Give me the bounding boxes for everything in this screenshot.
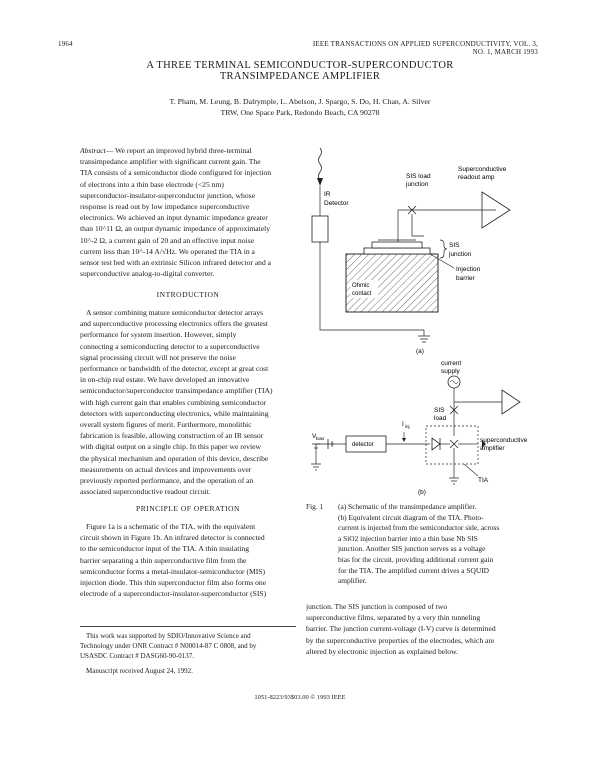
- affiliation: TRW, One Space Park, Redondo Beach, CA 90278: [220, 108, 380, 117]
- body-line: measurements on actual devices and improvements over: [80, 464, 252, 474]
- body-line: connecting a semiconducting detector to a superconductive: [80, 341, 260, 351]
- figure-1a-schematic: [312, 148, 510, 355]
- footer-copyright: 1051-8223/93$03.00 © 1993 IEEE: [254, 694, 346, 701]
- body-line: circuit shown in Figure 1b. An infrared detector is connected: [80, 533, 265, 543]
- body-line: performance for system insertion. However, simply: [80, 330, 237, 340]
- ir-arrowhead: [317, 178, 323, 186]
- label-iinj-sub: inj: [405, 424, 410, 429]
- caption-line: (a) Schematic of the transimpedance amplifier.: [338, 502, 477, 511]
- paper-title-line2: TRANSIMPEDANCE AMPLIFIER: [219, 71, 381, 82]
- label-panel-a: (a): [416, 348, 424, 355]
- abstract: [80, 145, 296, 279]
- sis-load-wire: [398, 210, 496, 242]
- paper-title-line1: A THREE TERMINAL SEMICONDUCTOR-SUPERCONDUCTOR: [146, 60, 454, 71]
- body-line: altered by electronic injection as explained below.: [306, 646, 458, 656]
- caption-line: (b) Equivalent circuit diagram of the TIA. Photo-: [338, 512, 484, 522]
- principle-body: [80, 521, 296, 599]
- ground-symbol-b2: [449, 476, 459, 484]
- caption-line: junction. Another SIS junction serves as a voltage: [338, 544, 486, 554]
- abstract-line: than 10^11 Ω, an output dynamic impedance of approximately: [80, 224, 271, 234]
- footnote: [80, 631, 296, 676]
- abstract-line: electronics. We achieved an input dynamic impedance greater: [80, 213, 268, 223]
- label-panel-b: (b): [418, 489, 426, 496]
- abstract-line: superconductive analog-to-digital converter.: [80, 269, 215, 279]
- caption-line: current is injected from the semiconductor side, across: [338, 523, 500, 533]
- label-sis-load: SIS load: [406, 173, 431, 180]
- body-line: by the superconductive properties of the electrodes, which are: [306, 635, 495, 645]
- body-line: previously reported performance, and the operation of an: [80, 476, 254, 486]
- ir-detector-box: [312, 216, 328, 242]
- body-line: overall system figures of merit. Furthermore, monolithic: [80, 420, 252, 430]
- figure-caption: [338, 502, 544, 587]
- right-column-text: [306, 601, 542, 657]
- body-line: junction. The SIS junction is composed of two: [306, 602, 448, 611]
- body-line: Figure 1a is a schematic of the TIA, with the equivalent: [86, 522, 256, 531]
- body-line: the physical mechanism and operation of this device, describe: [80, 453, 269, 463]
- label-ir: IR: [324, 191, 331, 198]
- manuscript-received: Manuscript received August 24, 1992.: [86, 667, 193, 675]
- label-superconductive-b: superconductive: [480, 437, 528, 444]
- label-vbias: V: [312, 433, 317, 440]
- injection-diode: [432, 438, 440, 450]
- body-line: signal processing circuit will not preserve the noise: [80, 352, 236, 362]
- body-line: A sensor combining mature semiconductor detector arrays: [86, 308, 264, 317]
- footnote-rule: [80, 626, 296, 627]
- body-line: detectors with superconducting electronics, while maintaining: [80, 408, 269, 418]
- sis-bottom-layer: [364, 248, 430, 254]
- abstract-line: superconductor-insulator-superconductor junction, whose: [80, 190, 255, 200]
- label-supply: supply: [441, 368, 460, 375]
- tia-dashed-box: [426, 426, 478, 464]
- page-number: 1964: [58, 40, 73, 48]
- sis-junction-b: [450, 440, 458, 448]
- footnote-line: USASDC Contract # DASG60-90-0137.: [80, 652, 194, 660]
- body-line: associated superconductive readout circuit.: [80, 487, 211, 497]
- abstract-line: response is read out by low impedance superconductive: [80, 202, 250, 212]
- abstract-line: Abstract— We report an improved hybrid three-terminal: [80, 146, 252, 155]
- body-line: and superconductive processing electronics offers the greatest: [80, 319, 268, 329]
- label-junction: junction: [406, 181, 429, 188]
- caption-line: for the TIA. The amplified current drives a SQUID: [338, 565, 489, 575]
- figure-1: [306, 140, 541, 500]
- introduction-body: [80, 307, 296, 497]
- label-load-b: load: [434, 415, 447, 422]
- body-line: performance or bandwidth of the detector, except at great cost: [80, 364, 269, 374]
- body-line: to the semiconductor input of the TIA. A thin insulating: [80, 544, 250, 554]
- body-line: barrier. The junction current-voltage (I-V) curve is determined: [306, 624, 496, 634]
- label-ohmic: Ohmic: [352, 283, 370, 289]
- caption-line: amplifier.: [338, 576, 367, 586]
- abstract-line: sensor test bed with an extrinsic Silicon infrared detector and a: [80, 258, 272, 268]
- abstract-line: current less than 10^-14 A/√Hz. We operated the TIA in a: [80, 246, 255, 256]
- body-line: in on-chip real estate. We have developed an innovative: [80, 375, 250, 385]
- authors: T. Pham, M. Leung, B. Dalrymple, L. Abelson, J. Spargo, S. Do, H. Chan, A. Silver: [169, 97, 431, 106]
- output-amp-triangle: [502, 390, 520, 414]
- abstract-label: Abstract: [80, 146, 106, 155]
- body-line: semiconductor forms a metal-insulator-semiconductor (MIS): [80, 566, 266, 576]
- label-current: current: [441, 360, 462, 367]
- label-injection: Injection: [456, 266, 481, 273]
- abstract-line: 10^-2 Ω, a current gain of 20 and an effective input noise: [80, 235, 254, 245]
- ground-symbol-a: [418, 330, 430, 342]
- label-amplifier: amplifier: [480, 445, 505, 452]
- body-line: fabrication is feasible, allowing construction of an IR sensor: [80, 431, 264, 441]
- body-line: semiconductor/superconductor transimpedance amplifier (TIA): [80, 386, 273, 396]
- body-line: injection diode. This thin superconductor film also forms one: [80, 578, 267, 588]
- journal-header: IEEE TRANSACTIONS ON APPLIED SUPERCONDUCTIVITY, VOL. 3, NO. 1, MARCH 1993: [312, 40, 538, 56]
- body-line: electrode of a superconductor-insulator-superconductor (SIS): [80, 589, 267, 599]
- sis-top-layer: [372, 242, 422, 248]
- abstract-line: of electrons into a thin base electrode (<25 nm): [80, 179, 224, 189]
- label-iinj: I: [402, 421, 404, 428]
- body-line: superconductive films, separated by a very thin tunneling: [306, 613, 481, 623]
- label-sis-b: SIS: [434, 407, 445, 414]
- body-line: with digital output on a single chip. In this paper we review: [80, 442, 261, 452]
- footnote-line: Technology under ONR Contract # N00014-87 C 0808, and by: [80, 642, 257, 650]
- abstract-line: TIA consists of a semiconductor diode configured for injection: [80, 168, 272, 178]
- introduction-heading: INTRODUCTION: [156, 290, 220, 299]
- body-line: barrier separating a thin superconductive film from the: [80, 555, 247, 565]
- label-vbias-sub: bias: [316, 436, 325, 441]
- label-contact: contact: [352, 291, 372, 297]
- label-detector-a: Detector: [324, 200, 349, 207]
- label-detector-b: detector: [352, 442, 374, 448]
- caption-line: a SiO2 injection barrier into a thin base Nb SIS: [338, 533, 478, 543]
- caption-line: bias for the circuit, providing additional current gain: [338, 554, 494, 564]
- label-sis: SIS: [449, 242, 460, 249]
- principle-heading: PRINCIPLE OF OPERATION: [136, 504, 240, 513]
- label-barrier: barrier: [456, 275, 475, 282]
- figure-1b-circuit: [311, 360, 528, 496]
- figure-caption-label: Fig. 1: [306, 502, 324, 511]
- body-line: with high current gain that enables combining semiconductor: [80, 397, 267, 407]
- label-readout-amp: readout amp: [458, 174, 495, 181]
- footnote-line: This work was supported by SDIO/Innovative Science and: [86, 632, 251, 640]
- label-sis-junction: junction: [449, 251, 472, 258]
- ground-symbol-b1: [311, 460, 321, 470]
- ir-wavy-arrow: [319, 148, 322, 180]
- abstract-line: transimpedance amplifier with significant current gain. The: [80, 157, 261, 167]
- label-superconductive-a: Superconductive: [458, 166, 507, 173]
- label-tia: TIA: [478, 477, 489, 484]
